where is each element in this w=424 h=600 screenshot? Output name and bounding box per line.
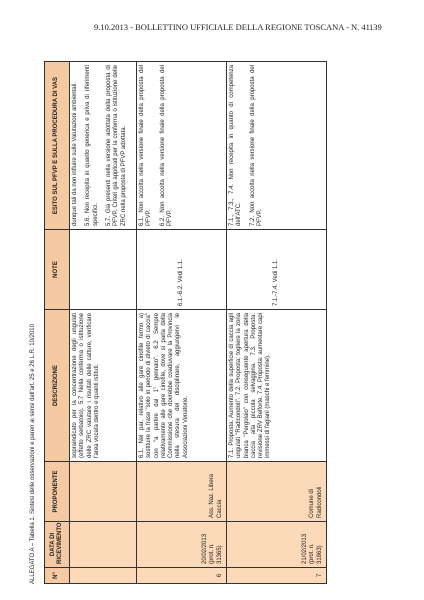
row-proponent: Ass. Naz. Libera Caccia bbox=[136, 462, 226, 522]
bulletin-title: 9.10.2013 - BOLLETTINO UFFICIALE DELLA REGIONE TOSCANA - N. 41 bbox=[94, 22, 370, 32]
row-description: sopraindicato per la concentrazione degli ungulati (effetto serbatoio). 5.7 Nella conferma o istituzione delle ZRC valutare i risultati delle catture, verificare l'area vocata dentro e quanti istituti. bbox=[70, 310, 137, 462]
row-outcome bbox=[70, 62, 137, 230]
outcome-item: 5.7. Già presenti nella versione adottata della proposta di PFVP. Criteri già applicati per la conferma o istituzione delle ZRC nella proposta di PFVP adottata. bbox=[105, 65, 127, 226]
row-outcome bbox=[226, 62, 326, 230]
page-number: 139 bbox=[369, 22, 382, 32]
row-notes: 7.1.-7.4. Vedi 1.1. bbox=[226, 230, 326, 310]
table-row bbox=[136, 62, 226, 584]
row-description: 6.1. Nel par. relativo alle gare cinofile fermo a) sostituire la frase "solo in periodo di divieto di caccia" con "a partire dal 1° gennaio". 6.2 Sempre relativamente alle gare cinofile, dove si parla della Commissione che dovrebbe coadiuvare la Provincia nella stesura del disciplinare, aggiungervi le Associazioni Venatorie. bbox=[136, 310, 226, 462]
observations-table bbox=[44, 61, 327, 584]
row-proponent bbox=[70, 462, 137, 522]
outcome-item: 6.2. Non accolta nella versione finale della proposta del PFVP. bbox=[159, 65, 173, 226]
row-number bbox=[70, 568, 137, 584]
row-description: 7.1. Proposta: Aumento della superficie di caccia agli ungulati "Radicondoli". 7.2. Proposta: togliere la zona bianca "Pergolaio" con conseguente apertura della caccia alla piccola selvaggina. 7.3. Proposta: revisione ZRV Belforte. 7.4. Proposta: aumentare capi immessi di fagiani (maschi e femmine). bbox=[226, 310, 326, 462]
row-date: 21/02/2013 (prot. n. 31863) bbox=[226, 522, 326, 568]
col-header-num: N° bbox=[45, 568, 70, 584]
col-header-outcome: ESITO SUL PFVP E SULLA PROCEDURA DI VAS bbox=[45, 62, 70, 230]
row-outcome bbox=[136, 62, 226, 230]
col-header-proponent: PROPONENTE bbox=[45, 462, 70, 522]
row-number: 6 bbox=[136, 568, 226, 584]
col-header-description: DESCRIZIONE bbox=[45, 310, 70, 462]
table-row bbox=[226, 62, 326, 584]
table-row bbox=[70, 62, 137, 584]
outcome-item: 6.1. Non accolta nella versione finale della proposta del PFVP. bbox=[138, 65, 153, 226]
row-notes bbox=[70, 230, 137, 310]
page-header bbox=[0, 0, 424, 40]
row-number: 7 bbox=[226, 568, 326, 584]
rotated-table-section bbox=[30, 62, 385, 584]
row-proponent: Comune di Radicondoli bbox=[226, 462, 326, 522]
row-date bbox=[70, 522, 137, 568]
table-caption: ALLEGATO A – Tabella 1. Sintesi delle osservazioni e pareri ai sensi dell'art. 25 e 26 L.R. 10/2010 bbox=[30, 324, 36, 584]
row-notes: 6.1.-6.2. Vedi 1.1. bbox=[136, 230, 226, 310]
row-date: 20/02/2013 (prot. n. 31365) bbox=[136, 522, 226, 568]
outcome-item: dunque tali da non influire sulle Valutazioni ambientali. bbox=[72, 82, 78, 226]
outcome-item: 7.2. Non accolta nella versione finale della proposta del PFVP. bbox=[249, 65, 263, 226]
col-header-notes: NOTE bbox=[45, 230, 70, 310]
outcome-item: 7.1., 7.3., 7.4. Non recepita in quanto di competenza dell'ATC. bbox=[228, 65, 243, 226]
table-header-row bbox=[45, 62, 70, 584]
outcome-item: 5.6. Non recepita in quanto generica e priva di riferimenti specifici. bbox=[85, 65, 99, 226]
col-header-date: DATA DI RICEVIMENTO bbox=[45, 522, 70, 568]
